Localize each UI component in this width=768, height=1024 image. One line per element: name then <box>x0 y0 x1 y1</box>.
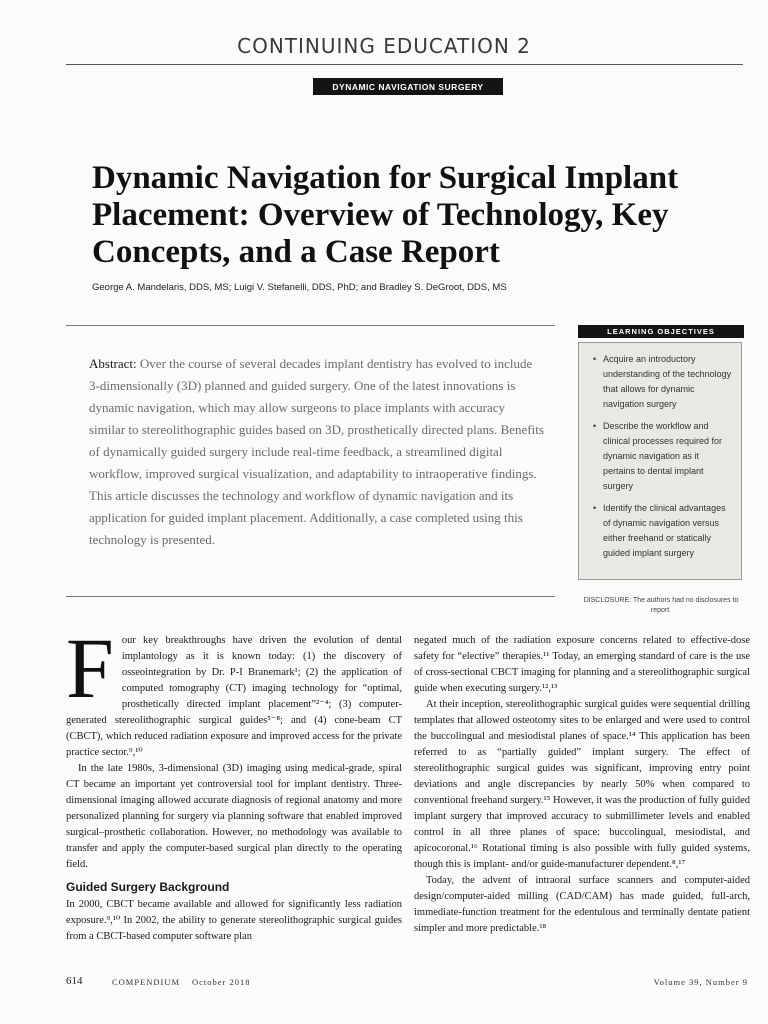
abstract <box>89 353 544 551</box>
body-paragraph: Four key breakthroughs have driven the evolution of dental implantology as it is known today: (1) the discovery of osseointegration by Dr. P-I Branemark¹; (2) the application of computed tomography (CT) imaging technology for “optimal, prosthetically directed implant placement”²⁻⁴; (3) computer-generated stereolithographic surgical guides⁵⁻⁸; and (4) cone-beam CT (CBCT), which reduced radiation exposure and improved access for the private practice sector.⁹,¹⁰ <box>66 620 402 758</box>
learning-objective-item: • Identify the clinical advantages of dynamic navigation versus either freehand or statically guided implant surgery <box>593 503 726 558</box>
abstract-label: Abstract: <box>89 356 137 371</box>
learning-objective-item: • Describe the workflow and clinical processes required for dynamic navigation as it pertains to dental implant surgery <box>593 421 723 491</box>
article-title: Dynamic Navigation for Surgical Implant Placement: Overview of Technology, Key Concepts, and a Case Report <box>92 160 679 270</box>
issue-date: October 2018 <box>192 977 251 987</box>
journal-name: COMPENDIUM <box>112 977 181 987</box>
body-column-left <box>66 620 402 945</box>
header-divider <box>66 64 743 65</box>
disclosure: DISCLOSURE: The authors had no disclosures to report. <box>583 597 739 614</box>
learning-objectives-box <box>578 342 742 580</box>
page-number: 614 <box>66 975 83 987</box>
drop-cap: F <box>66 620 114 716</box>
body-paragraph: In 2000, CBCT became available and allowed for significantly less radiation exposure.⁹,¹⁰ In 2002, the ability to generate stereolithographic surgical guides from a CBCT-based computer software plan <box>66 899 402 942</box>
abstract-text: Over the course of several decades implant dentistry has evolved to include 3-dimensionally (3D) planned and guided surgery. One of the latest innovations is dynamic navigation, which may allow surgeons to place implants with accuracy similar to stereolithographic guides based on 3D, prosthetically directed plans. Benefits of dynamically guided surgery include real-time feedback, a streamlined digital workflow, improved surgical visualization, and adaptability to intraoperative findings. This article discusses the technology and workflow of dynamic navigation and its application for guided implant placement. Additionally, a case completed using this technology is presented. <box>89 356 544 547</box>
abstract-bottom-rule <box>66 596 555 597</box>
body-column-right <box>414 633 750 937</box>
section-subheading: Guided Surgery Background <box>66 880 230 894</box>
bullet-icon: • <box>593 503 597 513</box>
section-header: CONTINUING EDUCATION 2 <box>237 34 531 58</box>
volume-number: Volume 39, Number 9 <box>653 977 748 987</box>
learning-objectives-heading: LEARNING OBJECTIVES <box>578 325 744 338</box>
abstract-top-rule <box>66 325 555 326</box>
learning-objective-item: • Acquire an introductory understanding of the technology that allows for dynamic navigation surgery <box>593 354 732 409</box>
body-paragraph: negated much of the radiation exposure concerns related to effective-dose safety for “elective” therapies.¹¹ Today, an emerging standard of care is the use of cross-sectional CBCT imaging for planning and a stereolithographic surgical guide when executing surgery.¹²,¹³ <box>414 635 750 694</box>
bullet-icon: • <box>593 421 597 431</box>
bullet-icon: • <box>593 354 597 364</box>
body-paragraph: In the late 1980s, 3-dimensional (3D) imaging using medical-grade, spiral CT became an important yet controversial tool for implant dentistry. Three-dimensional imaging allowed accurate diagnosis of regional anatomy and more personalized planning for surgery via planning software that enabled improved surgical–prosthetic collaboration. However, no methodology was available to transfer and apply the computer-based surgical plan directly to the operating field. <box>66 763 402 870</box>
article-authors: George A. Mandelaris, DDS, MS; Luigi V. Stefanelli, DDS, PhD; and Bradley S. DeGroot, DDS, MS <box>92 282 507 293</box>
body-paragraph: Today, the advent of intraoral surface scanners and computer-aided design/computer-aided milling (CAD/CAM) has made guided, full-arch, immediate-function treatment for the edentulous and terminally dentate patient simpler and more predictable.¹⁸ <box>414 875 750 934</box>
body-paragraph: At their inception, stereolithographic surgical guides were sequential drilling templates that allowed osteotomy sites to be enlarged and were used to control the buccolingual and mesiodistal planes of space.¹⁴ This application has been referred to as “partially guided” implant surgery. The effect of stereolithographic surgical guides was significant, improving entry point deviations and angle discrepancies by nearly 50% when compared to conventional freehand surgery.¹⁵ However, it was the production of fully guided implant surgery that improved accuracy to submillimeter levels and enabled control in all three planes of space: buccolingual, mesiodistal, and apicocoronal.¹⁶ Rotational timing is also possible with fully guided systems, though this is implant- and/or guide-manufacturer dependent.⁸,¹⁷ <box>414 699 750 870</box>
category-tag: DYNAMIC NAVIGATION SURGERY <box>313 78 503 95</box>
